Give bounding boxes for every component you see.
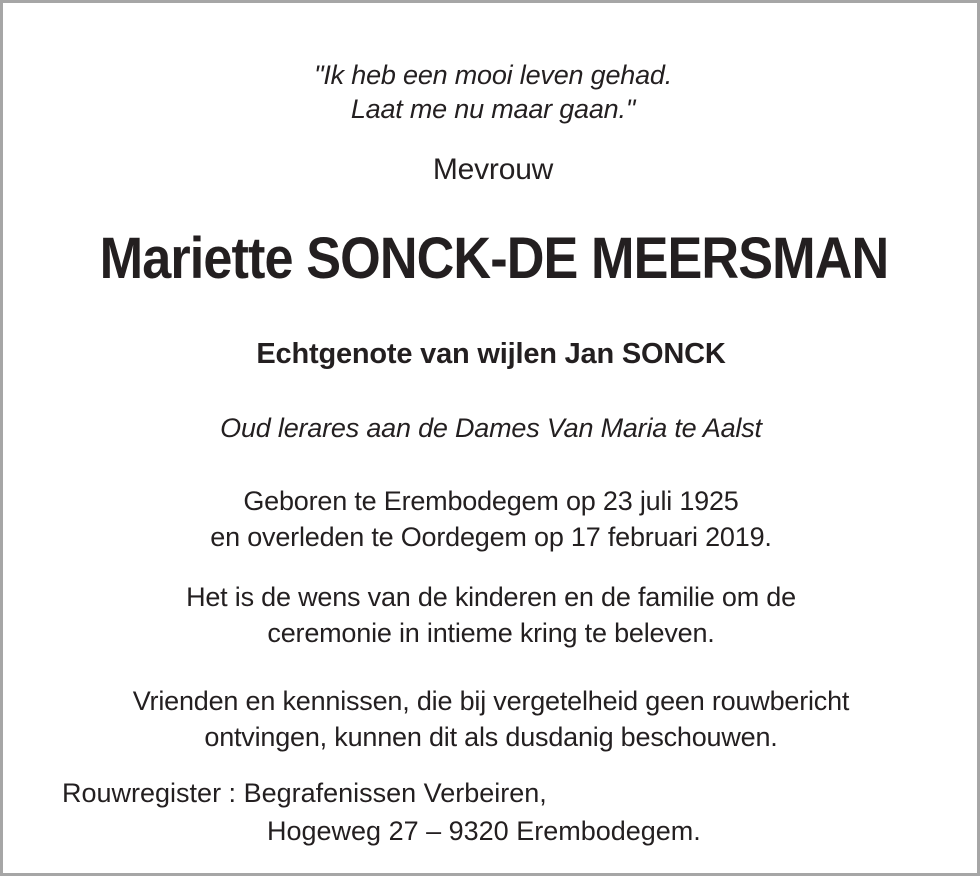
birth-line: Geboren te Erembodegem op 23 juli 1925 [243, 486, 739, 516]
wish-line-1: Het is de wens van de kinderen en de familie om de [186, 582, 796, 612]
honorific-title: Mevrouw [432, 153, 554, 186]
deceased-name: Mariette SONCK-DE MEERSMAN [99, 226, 889, 291]
death-line: en overleden te Oordegem op 17 februari 2019. [210, 522, 772, 552]
birth-death-paragraph [1, 483, 980, 555]
family-wish-paragraph [1, 579, 980, 651]
quote [3, 58, 980, 126]
condolence-register [62, 774, 701, 850]
quote-line-1: "Ik heb een mooi leven gehad. [313, 60, 673, 90]
register-address: Hogeweg 27 – 9320 Erembodegem. [267, 816, 701, 846]
friends-line-1: Vrienden en kennissen, die bij vergetelheid geen rouwbericht [132, 686, 850, 716]
register-line-1: Rouwregister : Begrafenissen Verbeiren, [62, 778, 547, 808]
profession-line: Oud lerares aan de Dames Van Maria te Aalst [220, 413, 762, 443]
friends-line-2: ontvingen, kunnen dit als dusdanig beschouwen. [204, 722, 778, 752]
friends-paragraph [1, 683, 980, 755]
spouse-line: Echtgenote van wijlen Jan SONCK [256, 338, 726, 370]
wish-line-2: ceremonie in intieme kring te beleven. [267, 618, 715, 648]
quote-line-2: Laat me nu maar gaan." [350, 94, 636, 124]
